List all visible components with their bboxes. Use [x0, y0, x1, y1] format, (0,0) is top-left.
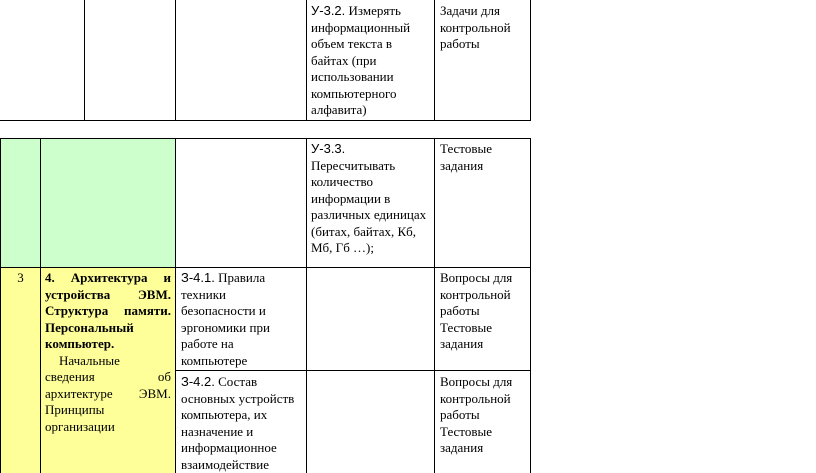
knowledge-text: Правила техники безопасности и эргономики при работе на компьютере — [181, 270, 270, 368]
knowledge-cell-z42 — [178, 374, 305, 473]
control-text: Тестовые задания — [440, 141, 492, 173]
control-line-2: Тестовые задания — [440, 423, 492, 455]
knowledge-text: Состав основных устройств компьютера, их назначение и информационное взаимодействие — [181, 374, 295, 472]
control-text: Задачи для контрольной работы — [440, 3, 511, 51]
control-cell-z41 — [437, 270, 529, 353]
green-fill-col1 — [0, 138, 40, 267]
control-line-1: Вопросы для контрольной работы — [440, 374, 513, 422]
control-line-1: Вопросы для контрольной работы — [440, 270, 513, 318]
section-description: Начальные сведения об архитектуре ЭВМ. Принципы организации — [45, 352, 171, 434]
skill-code: У-3.3. — [311, 141, 346, 156]
green-fill-col2 — [40, 138, 175, 267]
knowledge-code: З-4.1. — [181, 270, 215, 285]
skill-cell-u32 — [308, 3, 433, 119]
skill-text: Измерять информационный объем текста в байтах (при использовании компьютерного алфавита) — [311, 3, 411, 117]
control-cell-u33 — [437, 141, 529, 174]
knowledge-cell-z41 — [178, 270, 305, 369]
skill-cell-u33 — [308, 141, 433, 257]
control-cell-u32 — [437, 3, 529, 53]
knowledge-code: З-4.2. — [181, 374, 215, 389]
skill-text: Пересчитывать количество информации в различных единицах (битах, байтах, Кб, Мб, Гб …); — [311, 157, 427, 255]
section-title: 4. Архитектура и устройства ЭВМ. Структура памяти. Персональный компьютер. — [45, 270, 171, 351]
yellow-fill-col1 — [0, 267, 40, 473]
section-number-text: 3 — [17, 270, 24, 285]
section-title-cell — [42, 270, 174, 435]
section-number — [1, 270, 40, 287]
control-line-2: Тестовые задания — [440, 319, 492, 351]
skill-code: У-3.2. — [311, 3, 346, 18]
control-cell-z42 — [437, 374, 529, 457]
